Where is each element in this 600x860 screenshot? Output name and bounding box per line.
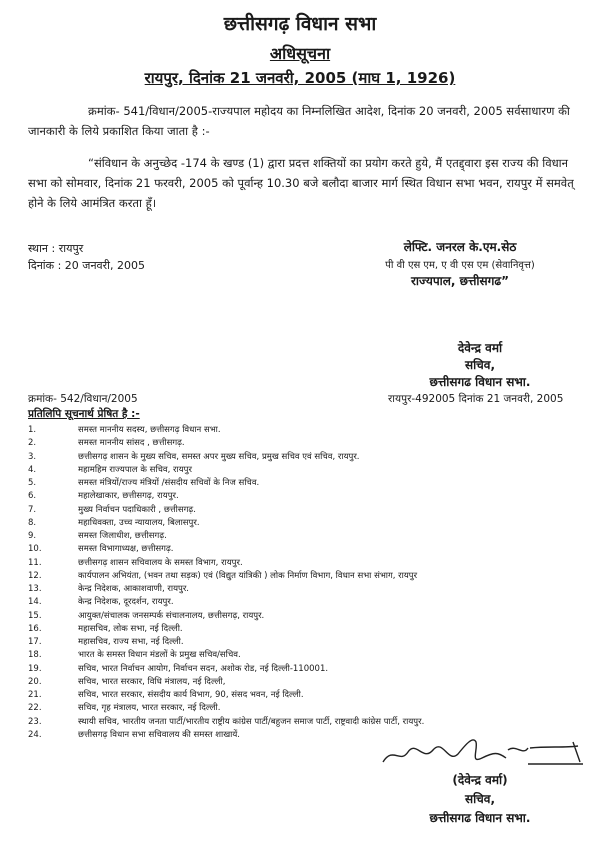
list-item-text: मुख्य निर्वाचन पदाधिकारी , छत्तीसगढ़.	[78, 504, 196, 515]
list-item	[28, 729, 240, 742]
copy-ref-number: क्रमांक- 542/विधान/2005	[28, 393, 138, 405]
list-item-text: सचिव, भारत सरकार, विधि मंत्रालय, नई दिल्ली,	[78, 676, 226, 687]
signature-image	[378, 734, 588, 774]
list-item	[28, 490, 179, 503]
list-item-text: भारत के समस्त विधान मंडलों के प्रमुख सचिव/सचिव.	[78, 650, 241, 661]
secretary-office: छत्तीसगढ विधान सभा.	[429, 375, 531, 389]
list-item	[28, 596, 174, 609]
list-item	[28, 517, 200, 530]
list-item	[28, 623, 183, 636]
list-item-text: महाधिवक्ता, उच्च न्यायालय, बिलासपुर.	[78, 517, 200, 528]
list-item	[28, 676, 225, 689]
list-item-text: छत्तीसगढ़ शासन सचिवालय के समस्त विभाग, रायपुर.	[78, 557, 243, 568]
list-item-number: 3.	[28, 451, 37, 462]
list-item-number: 21.	[28, 690, 42, 700]
signer-designation: सचिव,	[464, 792, 496, 806]
list-item	[28, 557, 243, 570]
list-item-number: 19.	[28, 663, 42, 674]
list-item-number: 18.	[28, 650, 42, 661]
signer-name: (देवेन्द्र वर्मा)	[452, 773, 508, 787]
list-item	[28, 583, 189, 596]
list-item	[28, 689, 304, 702]
list-item-number: 13.	[28, 584, 42, 594]
list-item-text: महालेखाकार, छत्तीसगढ़, रायपुर.	[78, 491, 179, 502]
list-item-text: केन्द्र निदेशक, आकाशवाणी, रायपुर.	[78, 584, 190, 594]
copy-heading: प्रतिलिपि सूचनार्थ प्रेषित है :-	[28, 408, 140, 420]
list-item	[28, 451, 360, 464]
org-title: छत्तीसगढ़ विधान सभा	[223, 13, 377, 35]
list-item-text: छत्तीसगढ़ विधान सभा सचिवालय की समस्त शाखायें.	[78, 729, 241, 740]
notification-heading: अधिसूचना	[269, 44, 331, 63]
list-item-text: समस्त माननीय सदस्य, छत्तीसगढ़ विधान सभा.	[78, 425, 221, 435]
list-item-number: 20.	[28, 676, 42, 687]
list-item-text: स्थायी सचिव, भारतीय जनता पार्टी/भारतीय राष्ट्रीय कांग्रेस पार्टी/बहुजन समाज पार्टी, राष्ट्रवादी कांग्रेस पार्टी, रायपुर.	[78, 716, 425, 727]
list-item	[28, 477, 259, 490]
copy-ref-date: रायपुर-492005 दिनांक 21 जनवरी, 2005	[388, 393, 564, 405]
list-item-text: समस्त मंत्रियों/राज्य मंत्रियों /संसदीय सचिवों के निज सचिव.	[78, 478, 260, 488]
governor-name: लेफ्टि. जनरल के.एम.सेठ	[403, 240, 517, 254]
list-item-number: 23.	[28, 716, 42, 727]
list-item	[28, 649, 241, 662]
list-item-number: 14.	[28, 597, 42, 608]
list-item	[28, 610, 264, 623]
order-intro: क्रमांक- 541/विधान/2005-राज्यपाल महोदय का निम्नलिखित आदेश, दिनांक 20 जनवरी, 2005 सर्वसाधारण की जानकारी के लिये प्रकाशित किया जाता है :-	[28, 104, 570, 138]
list-item-text: केन्द्र निदेशक, दूरदर्शन, रायपुर.	[78, 597, 174, 608]
list-item	[28, 716, 424, 729]
list-item-number: 4.	[28, 464, 37, 475]
list-item-number: 1.	[28, 425, 37, 435]
list-item-number: 9.	[28, 531, 37, 541]
list-item-number: 12.	[28, 570, 42, 581]
list-item	[28, 437, 185, 450]
list-item-text: सचिव, भारत निर्वाचन आयोग, निर्वाचन सदन, अशोक रोड, नई दिल्ली-110001.	[78, 663, 329, 674]
list-item	[28, 504, 196, 517]
list-item-number: 16.	[28, 623, 42, 634]
list-item-text: आयुक्त/संचालक जनसम्पर्क संचालनालय, छत्तीसगढ़, रायपुर.	[78, 610, 265, 621]
list-item-number: 7.	[28, 504, 37, 515]
list-item	[28, 663, 328, 676]
list-item-text: समस्त माननीय सांसद , छत्तीसगढ़.	[78, 438, 185, 449]
date-line: रायपुर, दिनांक 21 जनवरी, 2005 (माघ 1, 1926)	[144, 69, 456, 87]
list-item	[28, 543, 173, 556]
list-item-number: 15.	[28, 610, 42, 621]
list-item-text: समस्त जिलाधीश, छत्तीसगढ़.	[78, 531, 167, 541]
list-item	[28, 530, 167, 543]
list-item-number: 5.	[28, 478, 37, 488]
list-item-number: 17.	[28, 637, 42, 647]
list-item-number: 6.	[28, 491, 37, 502]
list-item-text: समस्त विभागाध्यक्ष, छत्तीसगढ़.	[78, 544, 174, 555]
list-item-number: 11.	[28, 557, 42, 568]
list-item-text: कार्यपालन अभियंता, (भवन तथा सड़क) एवं (विद्युत यांत्रिकी ) लोक निर्माण विभाग, विधान सभा संभाग, रायपुर	[78, 570, 418, 581]
order-body: “संविधान के अनुच्छेद -174 के खण्ड (1) द्वारा प्रदत्त शक्तियों का प्रयोग करते हुये, मैं एतद्द्वारा इस राज्य की विधान सभा को सोमवार, दिनांक 21 फरवरी, 2005 को पूर्वान्ह 10.30 बजे बलौदा बाजार मार्ग स्थित विधान सभा भवन, रायपुर में समवेत् होने के लिये आमंत्रित करता हूँ।	[28, 156, 574, 210]
signer-office: छत्तीसगढ विधान सभा.	[429, 811, 531, 825]
list-item	[28, 636, 184, 649]
list-item	[28, 702, 220, 715]
governor-title: राज्यपाल, छत्तीसगढ”	[411, 274, 509, 288]
list-item-number: 8.	[28, 517, 37, 528]
list-item-number: 22.	[28, 703, 42, 714]
list-item	[28, 570, 417, 583]
list-item	[28, 424, 221, 437]
list-item-text: छत्तीसगढ़ शासन के मुख्य सचिव, समस्त अपर मुख्य सचिव, प्रमुख सचिव एवं सचिव, रायपुर.	[78, 451, 360, 462]
list-item-text: सचिव, गृह मंत्रालय, भारत सरकार, नई दिल्ली.	[78, 703, 221, 714]
list-item-text: महासचिव, लोक सभा, नई दिल्ली.	[78, 623, 183, 634]
place-date: दिनांक : 20 जनवरी, 2005	[28, 259, 146, 272]
governor-honours: पी वी एस एम, ए वी एस एम (सेवानिवृत्त)	[385, 260, 535, 271]
list-item-number: 10.	[28, 544, 42, 555]
list-item-text: सचिव, भारत सरकार, संसदीय कार्य विभाग, 90, संसद भवन, नई दिल्ली.	[78, 690, 304, 700]
secretary-designation: सचिव,	[464, 358, 496, 372]
secretary-name: देवेन्द्र वर्मा	[457, 341, 503, 355]
list-item-number: 2.	[28, 438, 37, 449]
list-item-text: महासचिव, राज्य सभा, नई दिल्ली.	[78, 637, 184, 647]
list-item	[28, 464, 192, 477]
list-item-number: 24.	[28, 729, 42, 740]
place: स्थान : रायपुर	[28, 242, 84, 255]
list-item-text: महामहिम राज्यपाल के सचिव, रायपुर	[78, 464, 192, 475]
